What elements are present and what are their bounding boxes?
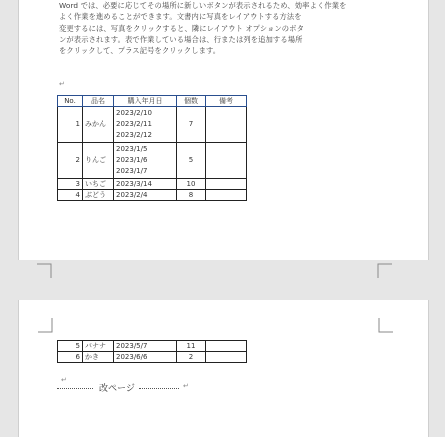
table-row[interactable] — [58, 190, 247, 201]
header-no: No. — [58, 96, 83, 107]
date-line: 2023/2/12 — [116, 131, 152, 139]
cell-no[interactable]: 6 — [58, 352, 83, 363]
cell-qty[interactable]: 10 — [177, 179, 206, 190]
cell-note[interactable] — [206, 352, 247, 363]
cell-note[interactable] — [206, 190, 247, 201]
table-row[interactable] — [58, 352, 247, 363]
margin-corner-icon — [376, 262, 392, 278]
table-row[interactable] — [58, 143, 247, 179]
paragraph-mark-icon: ↵ — [59, 80, 65, 88]
table-header-row — [58, 96, 247, 107]
margin-corner-icon — [38, 318, 54, 334]
data-table-1[interactable] — [57, 95, 247, 201]
document-page-2 — [18, 300, 429, 437]
table-row[interactable] — [58, 179, 247, 190]
date-line: 2023/1/6 — [116, 156, 148, 164]
paragraph-line: Word では、必要に応じてその場所に新しいボタンが表示されるため、効率よく作業を — [59, 1, 347, 10]
cell-name[interactable]: バナナ — [83, 341, 114, 352]
cell-note[interactable] — [206, 107, 247, 143]
cell-note[interactable] — [206, 143, 247, 179]
date-line: 2023/1/7 — [116, 167, 148, 175]
body-paragraph[interactable] — [59, 0, 399, 56]
cell-note[interactable] — [206, 341, 247, 352]
cell-qty[interactable]: 11 — [177, 341, 206, 352]
cell-date[interactable]: 2023/2/4 — [114, 190, 177, 201]
paragraph-line: ンが表示されます。表で作業している場合は、行または列を追加する場所 — [59, 34, 303, 44]
cell-name[interactable]: かき — [83, 352, 114, 363]
cell-qty[interactable]: 5 — [177, 143, 206, 179]
paragraph-mark-icon: ↵ — [61, 376, 67, 384]
margin-corner-icon — [37, 262, 53, 278]
table-row[interactable] — [58, 341, 247, 352]
date-line: 2023/2/11 — [116, 120, 152, 128]
cell-date[interactable] — [114, 107, 177, 143]
cell-name[interactable]: みかん — [83, 107, 114, 143]
header-name: 品名 — [83, 96, 114, 107]
header-date: 購入年月日 — [114, 96, 177, 107]
page-break-line-right — [139, 388, 179, 389]
cell-name[interactable]: いちご — [83, 179, 114, 190]
margin-corner-icon — [377, 318, 393, 334]
page-break-label: 改ページ — [99, 384, 135, 394]
cell-date[interactable]: 2023/6/6 — [114, 352, 177, 363]
document-page-1 — [18, 0, 429, 260]
date-line: 2023/2/10 — [116, 109, 152, 117]
cell-note[interactable] — [206, 179, 247, 190]
cell-qty[interactable]: 2 — [177, 352, 206, 363]
cell-date[interactable]: 2023/3/14 — [114, 179, 177, 190]
page-gap — [0, 260, 445, 300]
cell-no[interactable]: 5 — [58, 341, 83, 352]
header-qty: 個数 — [177, 96, 206, 107]
cell-qty[interactable]: 8 — [177, 190, 206, 201]
cell-qty[interactable]: 7 — [177, 107, 206, 143]
data-table-2[interactable] — [57, 340, 247, 363]
cell-date[interactable] — [114, 143, 177, 179]
cell-no[interactable]: 4 — [58, 190, 83, 201]
header-note: 備考 — [206, 96, 247, 107]
cell-name[interactable]: りんご — [83, 143, 114, 179]
cell-no[interactable]: 2 — [58, 143, 83, 179]
paragraph-mark-icon: ↵ — [183, 382, 189, 390]
paragraph-line: よく作業を進めることができます。文書内に写真をレイアウトする方法を — [59, 12, 302, 22]
cell-name[interactable]: ぶどう — [83, 190, 114, 201]
cell-no[interactable]: 1 — [58, 107, 83, 143]
table-row[interactable] — [58, 107, 247, 143]
date-line: 2023/1/5 — [116, 145, 148, 153]
cell-date[interactable]: 2023/5/7 — [114, 341, 177, 352]
page-break-line-left — [57, 388, 93, 389]
cell-no[interactable]: 3 — [58, 179, 83, 190]
paragraph-line: をクリックして、プラス記号をクリックします。 — [59, 46, 221, 56]
paragraph-line: 変更するには、写真をクリックすると、隣にレイアウト オプションのボタ — [59, 23, 304, 33]
